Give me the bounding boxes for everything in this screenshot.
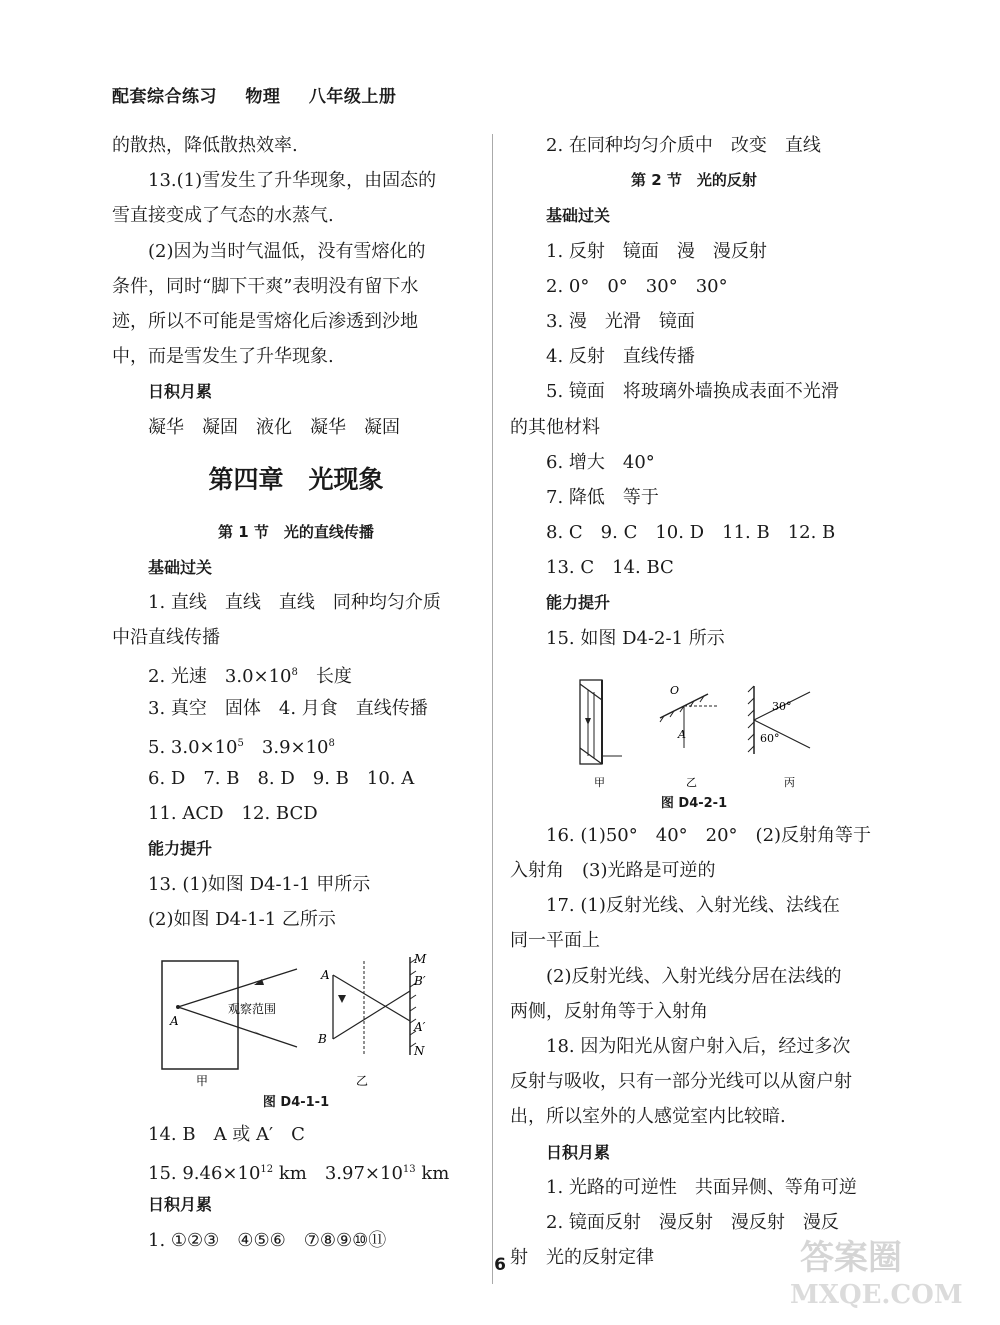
svg-text:甲: 甲: [196, 1073, 209, 1088]
answer-13-14: 13. C 14. BC: [546, 557, 674, 579]
svg-text:观察范围: 观察范围: [228, 1001, 277, 1016]
answer-6-10: 6. D 7. B 8. D 9. B 10. A: [148, 768, 415, 789]
answer-17-2: (2)反射光线、入射光线分居在法线的: [546, 965, 842, 987]
answer-5: 5. $3.0\times 10^5$ $3.9\times 10^8$: [148, 736, 335, 758]
figure-d4-2-1: [510, 670, 878, 790]
svg-text:M: M: [414, 951, 427, 966]
answer-2: 2. 光速 $3.0\times 10^8$ 长度: [148, 666, 352, 688]
text-line: 射 光的反射定律: [510, 1247, 654, 1269]
text-line: 1. 光路的可逆性 共面异侧、等角可逆: [546, 1176, 857, 1198]
answer-6: 6. 增大 40°: [546, 451, 655, 473]
svg-text:A: A: [678, 727, 686, 741]
answer-17: 17. (1)反射光线、入射光线、法线在: [546, 895, 840, 917]
watermark-graphic: [780, 1231, 980, 1311]
svg-text:乙: 乙: [356, 1073, 369, 1088]
text-line: 同一平面上: [510, 930, 600, 952]
chapter-title: 第四章 光现象: [208, 464, 384, 494]
text-line: 2. 在同种均匀介质中 改变 直线: [546, 135, 821, 156]
text-line: 入射角 (3)光路是可逆的: [510, 860, 716, 881]
figure-d4-1-1-drawing: [112, 951, 480, 1089]
text-line: 两侧，反射角等于入射角: [510, 1000, 708, 1022]
column-divider: [492, 134, 493, 1284]
page-number: 6: [494, 1255, 506, 1275]
header-grade: 八年级上册: [308, 87, 397, 107]
text-line: 的散热，降低散热效率.: [112, 135, 298, 156]
answer-13: 13. (1)如图 D4-1-1 甲所示: [148, 873, 371, 895]
figure-d4-1-1: [112, 951, 480, 1089]
page-header: [112, 82, 418, 107]
section-heading: 日积月累: [148, 1195, 213, 1215]
header-subject: 物理: [245, 87, 281, 107]
text-line: 中沿直线传播: [112, 627, 220, 649]
section-heading: 能力提升: [148, 839, 213, 859]
answer-15: 15. $9.46\times 10^{12}$ km $3.97\times 10^{13}$ km: [148, 1163, 450, 1185]
text-line: 的其他材料: [510, 416, 600, 438]
svg-text:B: B: [318, 1031, 327, 1046]
answer-13-2: (2)因为当时气温低，没有雪熔化的: [148, 240, 426, 262]
figure-d4-2-1-drawing: [510, 670, 878, 790]
text-line: 1. ①②③ ④⑤⑥ ⑦⑧⑨⑩⑪: [148, 1229, 387, 1251]
answer-15: 15. 如图 D4-2-1 所示: [546, 627, 725, 649]
svg-text:乙: 乙: [686, 775, 697, 789]
answer-1: 1. 直线 直线 直线 同种均匀介质: [148, 592, 441, 614]
answer-5: 5. 镜面 将玻璃外墙换成表面不光滑: [546, 381, 839, 403]
answer-16: 16. (1)50° 40° 20° (2)反射角等于: [546, 824, 872, 846]
answer-13-1: 13.(1)雪发生了升华现象，由固态的: [148, 170, 437, 192]
figure-caption: 图 D4-2-1: [660, 795, 728, 811]
svg-text:答案圈: 答案圈: [800, 1238, 902, 1278]
svg-text:甲: 甲: [594, 775, 605, 789]
text-line: 出，所以室外的人感觉室内比较暗.: [510, 1106, 786, 1128]
svg-text:A: A: [321, 967, 330, 982]
answer-4: 4. 反射 直线传播: [546, 346, 695, 368]
answer-7: 7. 降低 等于: [546, 486, 659, 508]
section-heading: 能力提升: [546, 593, 611, 613]
text-line: 中，而是雪发生了升华现象.: [112, 346, 334, 368]
svg-text:B′: B′: [414, 973, 426, 988]
text-line: 凝华 凝固 液化 凝华 凝固: [148, 416, 400, 438]
svg-text:MXQE.COM: MXQE.COM: [790, 1280, 963, 1310]
answer-14: 14. B A 或 A′ C: [148, 1123, 305, 1145]
answer-3-4: 3. 真空 固体 4. 月食 直线传播: [148, 697, 428, 719]
right-column: [510, 128, 878, 1275]
section-heading: 日积月累: [546, 1142, 611, 1162]
text-line: 2. 镜面反射 漫反射 漫反射 漫反: [546, 1211, 839, 1233]
section-heading: 基础过关: [546, 206, 611, 226]
answer-11-12: 11. ACD 12. BCD: [148, 803, 318, 825]
answer-8-12: 8. C 9. C 10. D 11. B 12. B: [546, 522, 836, 544]
text-line: 反射与吸收，只有一部分光线可以从窗户射: [510, 1071, 852, 1093]
answer-3: 3. 漫 光滑 镜面: [546, 310, 695, 332]
svg-text:丙: 丙: [784, 775, 795, 789]
watermark-logo: [780, 1231, 980, 1315]
svg-text:60°: 60°: [760, 731, 780, 745]
svg-text:30°: 30°: [772, 699, 792, 713]
answer-2: 2. 0° 0° 30° 30°: [546, 275, 728, 297]
section-title-2: 第 2 节 光的反射: [631, 171, 757, 190]
text-line: 迹，所以不可能是雪熔化后渗透到沙地: [112, 310, 418, 332]
answer-18: 18. 因为阳光从窗户射入后，经过多次: [546, 1035, 851, 1057]
section-title-1: 第 1 节 光的直线传播: [218, 522, 374, 541]
answer-13-2b: (2)如图 D4-1-1 乙所示: [148, 908, 336, 930]
text-line: 雪直接变成了气态的水蒸气.: [112, 205, 334, 227]
svg-text:A′: A′: [414, 1019, 426, 1034]
figure-caption: 图 D4-1-1: [262, 1094, 330, 1110]
left-column: [112, 128, 480, 1258]
header-book-title: 配套综合练习: [112, 87, 217, 107]
section-heading: 基础过关: [148, 557, 213, 577]
section-heading: 日积月累: [148, 382, 213, 402]
svg-text:A: A: [170, 1013, 179, 1028]
svg-text:O: O: [670, 683, 680, 697]
answer-1: 1. 反射 镜面 漫 漫反射: [546, 240, 767, 262]
svg-text:N: N: [414, 1043, 425, 1058]
text-line: 条件，同时“脚下干爽”表明没有留下水: [112, 275, 419, 297]
